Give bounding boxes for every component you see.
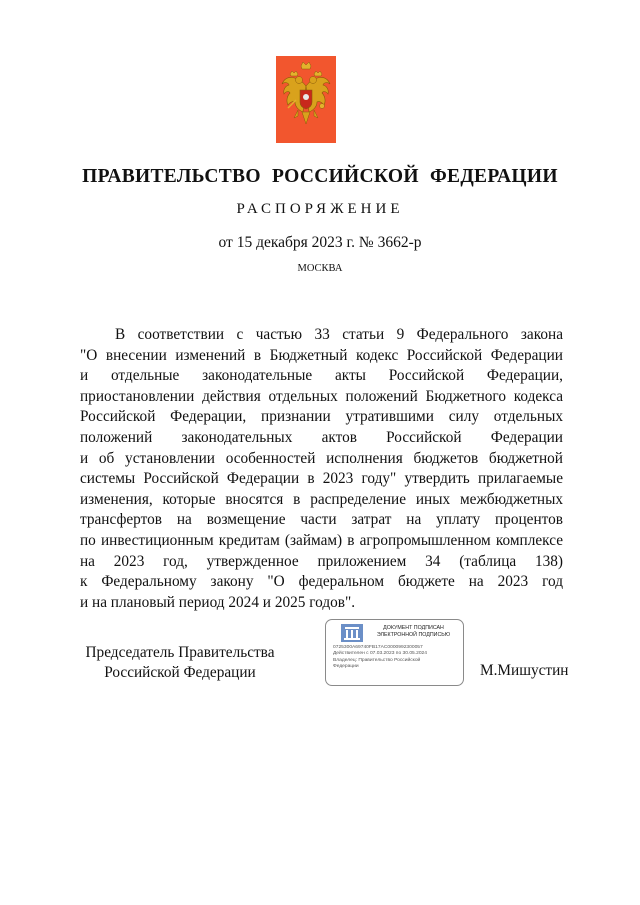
signer-name: М.Мишустин (480, 662, 569, 679)
body-line: положений законодательных актов Российской Федерации (80, 428, 563, 446)
document-body (80, 325, 563, 613)
document-title: ПРАВИТЕЛЬСТВО РОССИЙСКОЙ ФЕДЕРАЦИИ (82, 166, 558, 187)
government-building-icon (341, 624, 363, 642)
stamp-certificate: 0725300A69740FB17AC0000992300057 (333, 645, 423, 650)
stamp-details (333, 645, 461, 671)
body-line: на 2023 год, утвержденное приложением 34 (таблица 138) (80, 552, 563, 570)
signer-position (80, 643, 280, 683)
russian-coat-of-arms-icon (276, 56, 336, 143)
body-line: "О внесении изменений в Бюджетный кодекс Российской Федерации (80, 346, 563, 364)
stamp-validity: Действителен с 07.03.2023 по 30.05.2024 (333, 651, 427, 657)
document-type: РАСПОРЯЖЕНИЕ (236, 201, 404, 217)
document-date-number: от 15 декабря 2023 г. № 3662-р (218, 234, 422, 251)
document-city: МОСКВА (297, 263, 343, 274)
stamp-heading-line: ДОКУМЕНТ ПОДПИСАН (383, 625, 444, 631)
stamp-owner: Федерации (333, 664, 359, 670)
body-line: и на плановый период 2024 и 2025 годов". (80, 593, 356, 611)
stamp-heading-line: ЭЛЕКТРОННОЙ ПОДПИСЬЮ (376, 632, 451, 638)
body-line: Российской Федерации, признании утратившими силу отдельных (80, 408, 563, 426)
stamp-owner: Владелец: Правительство Российской (333, 657, 421, 663)
body-line: приостановлении действия отдельных положений Бюджетного кодекса (80, 387, 563, 405)
body-line: изменения, которые вносятся в распределение иных межбюджетных (80, 490, 563, 508)
signer-position-line: Российской Федерации (104, 664, 256, 681)
body-line: и об установлении особенностей исполнения бюджетов бюджетной (80, 449, 563, 467)
body-line: системы Российской Федерации в 2023 году" утвердить прилагаемые (80, 470, 563, 488)
body-line: по инвестиционным кредитам (займам) в агропромышленном комплексе (80, 531, 563, 549)
body-line: В соответствии с частью 33 статьи 9 Федерального закона (115, 326, 563, 343)
body-line: трансфертов на возмещение части затрат на уплату процентов (80, 511, 563, 529)
signer-position-line: Председатель Правительства (85, 644, 275, 661)
electronic-signature-stamp (325, 619, 464, 686)
stamp-heading (366, 625, 461, 639)
body-line: и отдельные законодательные акты Российской Федерации, (80, 367, 563, 385)
body-line: к Федеральному закону "О федеральном бюджете на 2023 год (80, 573, 563, 591)
